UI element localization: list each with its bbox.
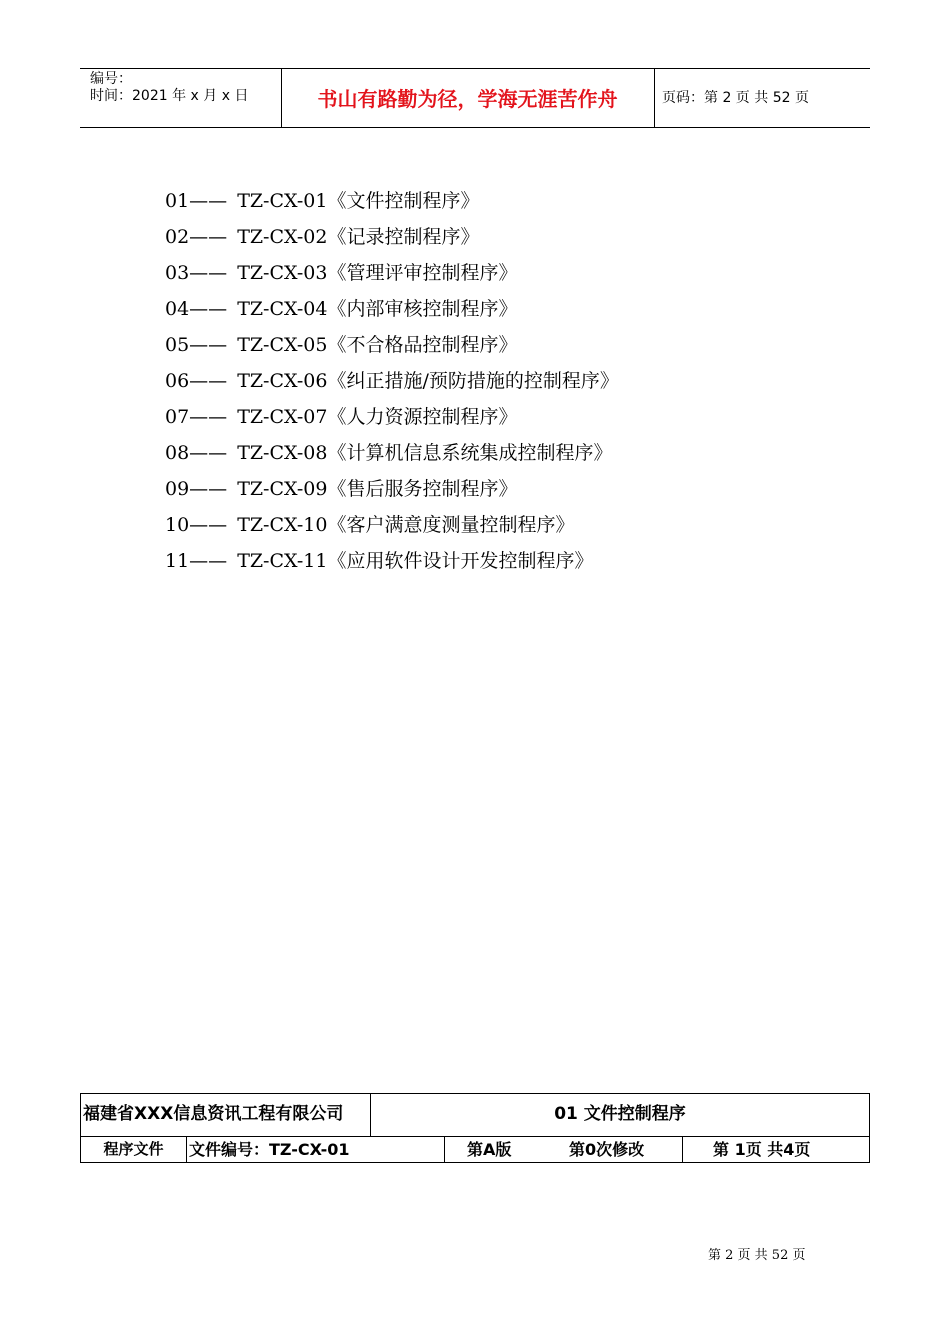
revision-label: 第0次修改 bbox=[569, 1140, 645, 1159]
list-item bbox=[165, 437, 619, 473]
header-number-label: 编号： bbox=[90, 71, 132, 87]
footer-page-number: 第 2 页 共 52 页 bbox=[708, 1248, 806, 1263]
header-motto-cell bbox=[281, 69, 655, 127]
list-item-title: TZ-CX-06《纠正措施/预防措施的控制程序》 bbox=[237, 370, 619, 392]
list-item bbox=[165, 401, 619, 437]
list-item-number: 09—— bbox=[165, 478, 228, 500]
company-name: 福建省XXX信息资讯工程有限公司 bbox=[81, 1094, 371, 1136]
header-time-label: 时间：2021 年 x 月 x 日 bbox=[90, 88, 249, 104]
list-item-number: 01—— bbox=[165, 190, 228, 212]
list-item-title: TZ-CX-07《人力资源控制程序》 bbox=[237, 406, 518, 428]
list-item-title: TZ-CX-03《管理评审控制程序》 bbox=[237, 262, 518, 284]
list-item-number: 03—— bbox=[165, 262, 228, 284]
program-title: 01 文件控制程序 bbox=[554, 1104, 686, 1124]
list-item-number: 06—— bbox=[165, 370, 228, 392]
list-item-title: TZ-CX-02《记录控制程序》 bbox=[237, 226, 480, 248]
list-item bbox=[165, 257, 619, 293]
list-item bbox=[165, 545, 619, 581]
program-info-table bbox=[80, 1093, 870, 1163]
page-header bbox=[80, 68, 870, 128]
list-item bbox=[165, 329, 619, 365]
list-item-number: 07—— bbox=[165, 406, 228, 428]
list-item-title: TZ-CX-05《不合格品控制程序》 bbox=[237, 334, 518, 356]
list-item bbox=[165, 185, 619, 221]
list-item-number: 04—— bbox=[165, 298, 228, 320]
header-motto: 书山有路勤为径，学海无涯苦作舟 bbox=[317, 87, 618, 111]
header-page-cell bbox=[654, 69, 870, 127]
list-item bbox=[165, 293, 619, 329]
list-item-title: TZ-CX-04《内部审核控制程序》 bbox=[237, 298, 518, 320]
list-item bbox=[165, 365, 619, 401]
document-code: 文件编号：TZ-CX-01 bbox=[187, 1136, 445, 1162]
list-item-title: TZ-CX-08《计算机信息系统集成控制程序》 bbox=[237, 442, 613, 464]
list-item bbox=[165, 221, 619, 257]
list-item-number: 10—— bbox=[165, 514, 228, 536]
document-type: 程序文件 bbox=[81, 1136, 187, 1162]
list-item bbox=[165, 473, 619, 509]
list-item-title: TZ-CX-10《客户满意度测量控制程序》 bbox=[237, 514, 575, 536]
table-page-count: 第 1页 共4页 bbox=[683, 1136, 869, 1162]
list-item-number: 11—— bbox=[165, 550, 228, 572]
list-item-title: TZ-CX-01《文件控制程序》 bbox=[237, 190, 480, 212]
list-item-number: 08—— bbox=[165, 442, 228, 464]
list-item-number: 02—— bbox=[165, 226, 228, 248]
version-label: 第A版 bbox=[467, 1140, 512, 1159]
version-cell bbox=[445, 1136, 683, 1162]
list-item-title: TZ-CX-09《售后服务控制程序》 bbox=[237, 478, 518, 500]
list-item-title: TZ-CX-11《应用软件设计开发控制程序》 bbox=[237, 550, 594, 572]
procedure-document-list bbox=[165, 185, 619, 581]
list-item-number: 05—— bbox=[165, 334, 228, 356]
header-meta-cell bbox=[80, 69, 282, 127]
list-item bbox=[165, 509, 619, 545]
header-page-info: 页码：第 2 页 共 52 页 bbox=[662, 90, 809, 106]
